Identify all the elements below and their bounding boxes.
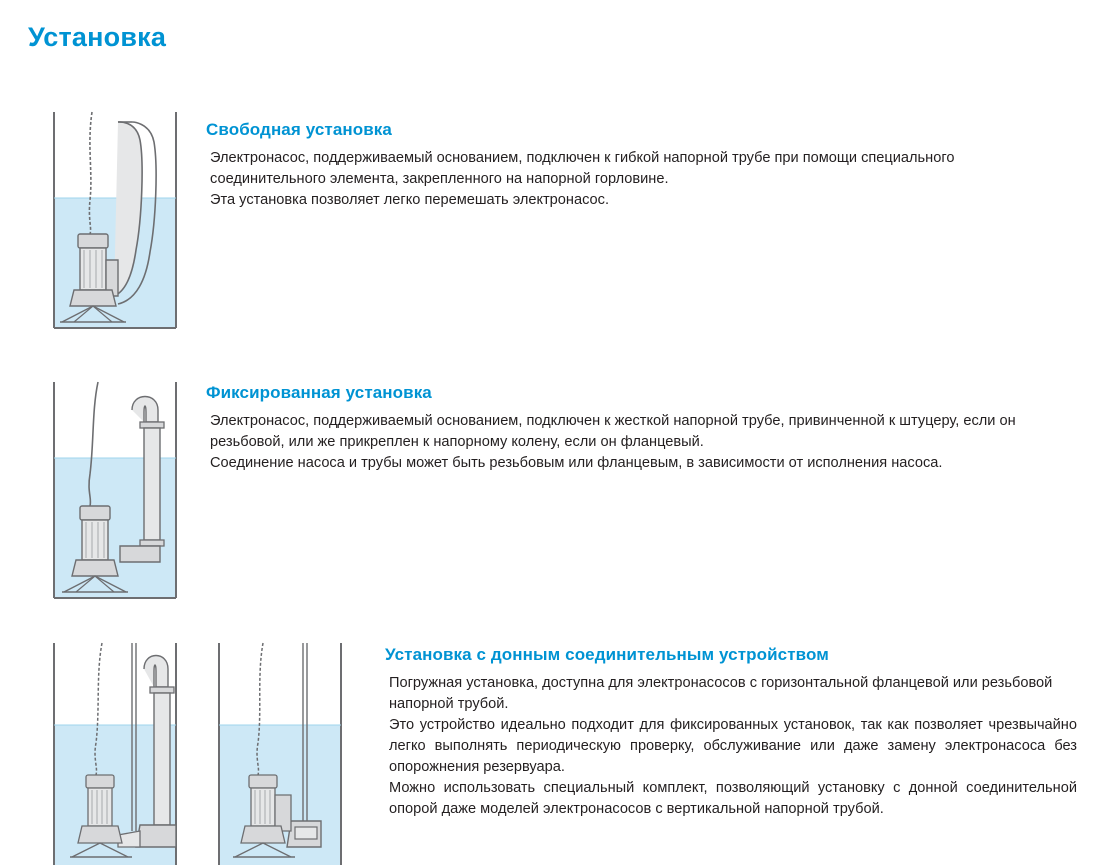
- paragraph: Погружная установка, доступна для электронасосов с горизонтальной фланцевой или резьбовой напорной трубой.: [389, 675, 1053, 712]
- section-free-installation: [206, 120, 1074, 211]
- section-heading-bottom: Установка с донным соединительным устройством: [385, 645, 829, 664]
- figure-bottom-coupling-vertical: [205, 635, 355, 865]
- section-heading-fixed: Фиксированная установка: [206, 383, 432, 402]
- section-body-fixed: [206, 411, 1074, 474]
- page-title: Установка: [28, 22, 167, 52]
- paragraph: Соединение насоса и трубы может быть резьбовым или фланцевым, в зависимости от исполнения насоса.: [210, 455, 943, 471]
- figure-fixed-installation: [40, 370, 190, 610]
- paragraph: Это устройство идеально подходит для фиксированных установок, так как позволяет чрезвычайно легко выполнять периодическую проверку, обслуживание или даже замену электронасоса без опорожнения резервуара.: [389, 717, 1077, 775]
- paragraph: Можно использовать специальный комплект, позволяющий установку с донной соединительной опорой даже моделей электронасосов с вертикальной напорной трубой.: [389, 780, 1077, 817]
- section-body-bottom: [385, 673, 1077, 820]
- paragraph: Электронасос, поддерживаемый основанием, подключен к жесткой напорной трубе, привинченной к штуцеру, если он резьбовой, или же прикреплен к напорному колену, если он фланцевый.: [210, 413, 1016, 450]
- section-bottom-coupling-installation: [385, 645, 1077, 820]
- paragraph: Электронасос, поддерживаемый основанием, подключен к гибкой напорной трубе при помощи специального соединительного элемента, закрепленного на напорной горловине.: [210, 150, 955, 187]
- paragraph: Эта установка позволяет легко перемешать электронасос.: [210, 192, 610, 208]
- section-fixed-installation: [206, 383, 1074, 474]
- figure-bottom-coupling-horizontal: [40, 635, 190, 865]
- section-heading-free: Свободная установка: [206, 120, 392, 139]
- section-body-free: [206, 148, 1074, 211]
- figure-free-installation: [40, 100, 190, 340]
